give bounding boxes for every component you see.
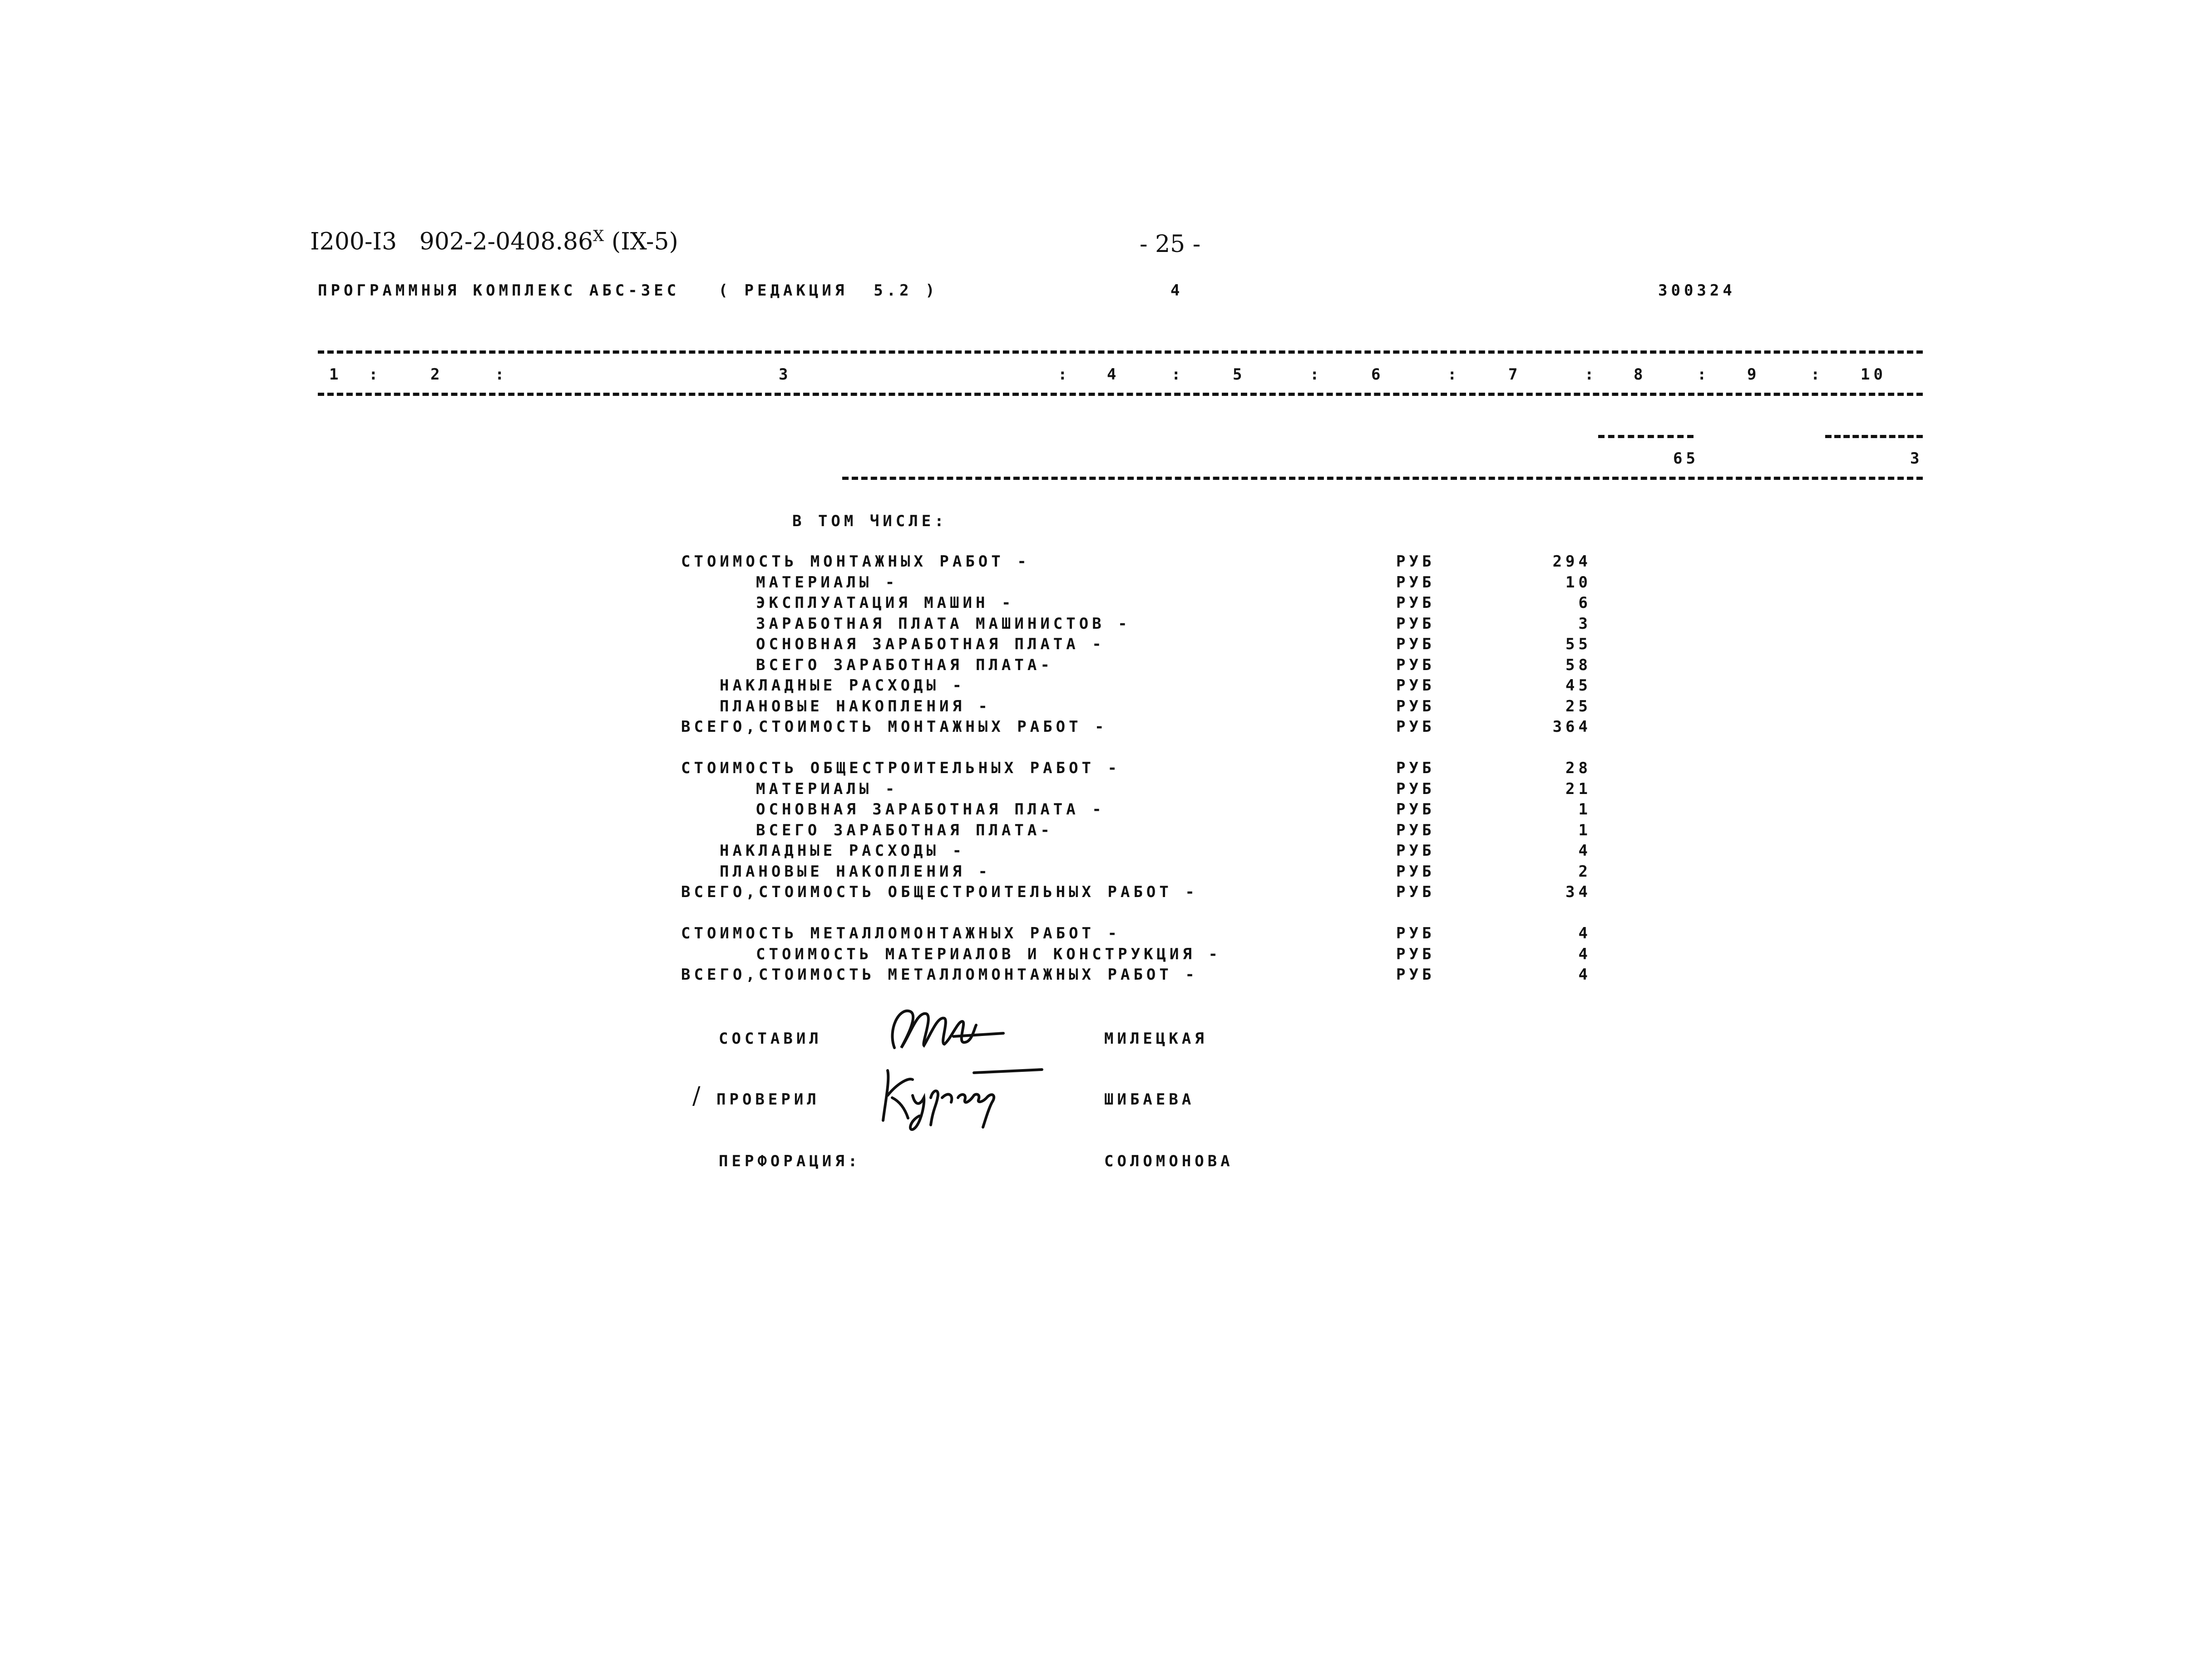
cost-row-label: ПЛАНОВЫЕ НАКОПЛЕНИЯ - (720, 862, 991, 881)
cost-row-value: 364 (1552, 718, 1591, 736)
column-number: 2 (430, 365, 444, 384)
perforation-name: СОЛОМОНОВА (1104, 1152, 1234, 1170)
cost-row-label: ВСЕГО,СТОИМОСТЬ МЕТАЛЛОМОНТАЖНЫХ РАБОТ - (681, 966, 1198, 984)
cost-row-label: МАТЕРИАЛЫ - (756, 779, 899, 798)
cost-row-label: ВСЕГО ЗАРАБОТНАЯ ПЛАТА- (756, 821, 1053, 839)
cost-row-unit: РУБ (1396, 676, 1435, 695)
column-number: 1 (329, 365, 342, 384)
cost-row-label: СТОИМОСТЬ МЕТАЛЛОМОНТАЖНЫХ РАБОТ - (681, 924, 1121, 942)
cost-row-label: МАТЕРИАЛЫ - (756, 573, 899, 592)
cost-row-label: ЭКСПЛУАТАЦИЯ МАШИН - (756, 594, 1015, 612)
column-number: 9 (1747, 365, 1760, 384)
column-separator: : (1585, 365, 1598, 384)
cost-row-value: 25 (1565, 697, 1591, 715)
column-number: 4 (1107, 365, 1120, 384)
cost-row-value: 1 (1578, 821, 1591, 839)
cost-row-value: 34 (1565, 883, 1591, 901)
cost-row-label: ЗАРАБОТНАЯ ПЛАТА МАШИНИСТОВ - (756, 614, 1131, 633)
program-title: ПРОГРАММНЫЯ КОМПЛЕКС АБС-3ЕС ( РЕДАКЦИЯ 5.2 ) (318, 281, 938, 300)
cost-row-unit: РУБ (1396, 779, 1435, 798)
cost-row-unit: РУБ (1396, 842, 1435, 860)
cost-row-value: 1 (1578, 800, 1591, 819)
column-separator: : (1811, 365, 1824, 384)
total-value-col10: 3 (1910, 449, 1923, 468)
column-number: 5 (1233, 365, 1246, 384)
cost-row-unit: РУБ (1396, 573, 1435, 592)
column-separator: : (1447, 365, 1461, 384)
cost-row-value: 4 (1578, 924, 1591, 942)
header-rule-bottom (318, 393, 1923, 396)
cost-row-value: 6 (1578, 594, 1591, 612)
breakdown-heading: В ТОМ ЧИСЛЕ: (792, 512, 948, 530)
column-number: 8 (1634, 365, 1647, 384)
cost-row-value: 2 (1578, 862, 1591, 881)
cost-row-unit: РУБ (1396, 883, 1435, 901)
cost-row-value: 3 (1578, 614, 1591, 633)
cost-row-unit: РУБ (1396, 552, 1435, 571)
cost-row-unit: РУБ (1396, 821, 1435, 839)
cost-row-value: 4 (1578, 966, 1591, 984)
column-number: 7 (1508, 365, 1521, 384)
cost-row-label: ВСЕГО,СТОИМОСТЬ ОБЩЕСТРОИТЕЛЬНЫХ РАБОТ - (681, 883, 1198, 901)
cost-row-unit: РУБ (1396, 594, 1435, 612)
cost-row-label: ВСЕГО,СТОИМОСТЬ МОНТАЖНЫХ РАБОТ - (681, 718, 1108, 736)
cost-row-unit: РУБ (1396, 945, 1435, 963)
composed-name: МИЛЕЦКАЯ (1104, 1030, 1208, 1048)
cost-row-value: 58 (1565, 656, 1591, 674)
column-number: 3 (779, 365, 792, 384)
document-code-main: I200-I3 902-2-0408.86 (310, 228, 593, 256)
page-number: - 25 - (1140, 231, 1201, 258)
cost-row-unit: РУБ (1396, 614, 1435, 633)
cost-row-label: ПЛАНОВЫЕ НАКОПЛЕНИЯ - (720, 697, 991, 715)
cost-row-label: СТОИМОСТЬ ОБЩЕСТРОИТЕЛЬНЫХ РАБОТ - (681, 759, 1121, 777)
cost-row-label: НАКЛАДНЫЕ РАСХОДЫ - (720, 842, 965, 860)
cost-row-value: 4 (1578, 945, 1591, 963)
cost-row-value: 28 (1565, 759, 1591, 777)
column-separator: : (1058, 365, 1071, 384)
checked-name: ШИБАЕВА (1104, 1090, 1195, 1109)
cost-row-unit: РУБ (1396, 800, 1435, 819)
cost-row-label: ВСЕГО ЗАРАБОТНАЯ ПЛАТА- (756, 656, 1053, 674)
cost-row-label: НАКЛАДНЫЕ РАСХОДЫ - (720, 676, 965, 695)
sheet-number: 4 (1170, 281, 1184, 300)
checker-signature (869, 1052, 1051, 1134)
checked-label: ПРОВЕРИЛ (716, 1090, 820, 1109)
total-value-col8: 65 (1673, 449, 1699, 468)
perforation-label: ПЕРФОРАЦИЯ: (719, 1152, 861, 1170)
cost-row-unit: РУБ (1396, 635, 1435, 653)
column-separator: : (495, 365, 508, 384)
cost-row-unit: РУБ (1396, 759, 1435, 777)
cost-row-unit: РУБ (1396, 718, 1435, 736)
cost-row-label: СТОИМОСТЬ МОНТАЖНЫХ РАБОТ - (681, 552, 1030, 571)
total-rule-col8 (1598, 435, 1694, 438)
cost-row-label: СТОИМОСТЬ МАТЕРИАЛОВ И КОНСТРУКЦИЯ - (756, 945, 1221, 963)
cost-row-value: 45 (1565, 676, 1591, 695)
column-separator: : (1310, 365, 1323, 384)
header-rule-top (318, 350, 1923, 354)
column-number: 10 (1861, 365, 1886, 384)
cost-row-unit: РУБ (1396, 862, 1435, 881)
cost-row-value: 294 (1552, 552, 1591, 571)
cost-row-label: ОСНОВНАЯ ЗАРАБОТНАЯ ПЛАТА - (756, 635, 1105, 653)
document-id: 300324 (1658, 281, 1736, 300)
column-separator: : (1697, 365, 1710, 384)
column-separator: : (369, 365, 382, 384)
cost-row-value: 21 (1565, 779, 1591, 798)
cost-row-unit: РУБ (1396, 924, 1435, 942)
cost-row-value: 55 (1565, 635, 1591, 653)
cost-row-value: 10 (1565, 573, 1591, 592)
document-code-sup: X (593, 227, 604, 245)
document-code (295, 200, 678, 255)
total-rule-col10 (1825, 435, 1923, 438)
cost-row-label: ОСНОВНАЯ ЗАРАБОТНАЯ ПЛАТА - (756, 800, 1105, 819)
composed-label: СОСТАВИЛ (719, 1030, 822, 1048)
cost-row-unit: РУБ (1396, 966, 1435, 984)
document-code-tail: (IX-5) (604, 228, 678, 256)
cost-row-unit: РУБ (1396, 656, 1435, 674)
column-number: 6 (1371, 365, 1384, 384)
cost-row-value: 4 (1578, 842, 1591, 860)
composer-signature (885, 993, 1022, 1061)
column-separator: : (1171, 365, 1185, 384)
totals-rule (842, 477, 1923, 480)
checked-mark: / (692, 1082, 701, 1110)
cost-row-unit: РУБ (1396, 697, 1435, 715)
